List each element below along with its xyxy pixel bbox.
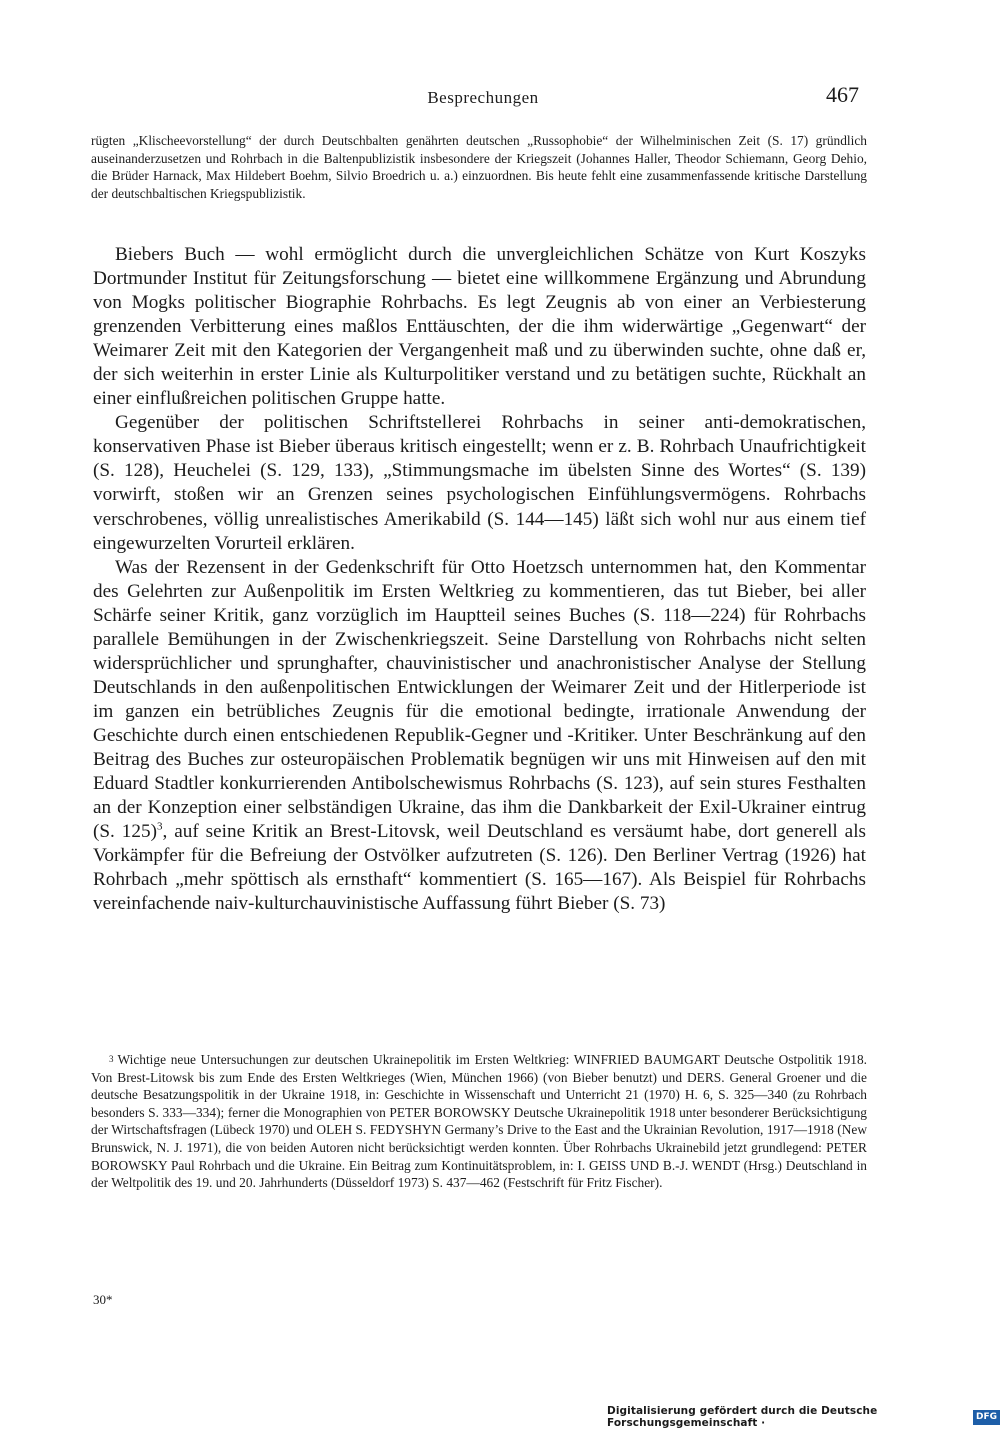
footnote xyxy=(91,1051,867,1192)
continuation-text: rügten „Klischeevorstellung“ der durch Deutschbalten genährten deutschen „Russophobie“ der Wilhelminischen Zeit (S. 17) gründlich auseinanderzusetzen und Rohrbach in die Baltenpublizistik insbesondere der Kriegszeit (Johannes Haller, Theodor Schiemann, Georg Dehio, die Brüder Harnack, Max Hildebert Boehm, Silvio Broedrich u. a.) einzuordnen. Bis heute fehlt eine zusammenfassende kritische Darstellung der deutschbaltischen Kriegspublizistik. xyxy=(91,133,867,201)
paragraph-text: , auf seine Kritik an Brest-Litovsk, weil Deutschland es versäumt habe, dort generell als Vorkämpfer für die Befreiung der Ostvölker aufzutreten (S. 126). Den Berliner Vertrag (1926) hat Rohrbach „mehr spöttisch als ernsthaft“ kommentiert (S. 165—167). Als Beispiel für Rohrbachs vereinfachende naiv-kulturchauvinistische Auffassung führt Bieber (S. 73) xyxy=(93,821,866,915)
main-body xyxy=(93,243,866,916)
page-header xyxy=(0,82,1000,114)
dfg-logo: DFG xyxy=(973,1410,1000,1425)
body-paragraph: Biebers Buch — wohl ermöglicht durch die unvergleichlichen Schätze von Kurt Koszyks Dortmunder Institut für Zeitungsforschung — bietet eine willkommene Ergänzung und Abrundung von Mogks politischer Biographie Rohrbachs. Es legt Zeugnis ab von einer an Verbiesterung grenzenden Verbitterung eines maßlos Enttäuschten, der die ihm widerwärtige „Gegenwart“ der Weimarer Zeit mit den Kategorien der Vergangenheit maß und zu überwinden suchte, ohne daß er, der sich weiterhin in erster Linie als Kulturpolitiker verstand und zu betätigen suchte, Rückhalt an einer einflußreichen politischen Gruppe hatte. xyxy=(93,244,866,410)
running-head: Besprechungen xyxy=(427,88,539,107)
footnote-reference[interactable]: 3 xyxy=(156,820,163,833)
sheet-signature: 30* xyxy=(93,1292,113,1307)
body-paragraph xyxy=(93,556,866,917)
funding-banner xyxy=(607,1405,1000,1429)
page-number: 467 xyxy=(826,82,859,107)
body-paragraph: Gegenüber der politischen Schriftstellerei Rohrbachs in seiner anti-demokratischen, konservativen Phase ist Bieber überaus kritisch eingestellt; wenn er z. B. Rohrbach Unaufrichtigkeit (S. 128), Heuchelei (S. 129, 133), „Stimmungsmache im übelsten Sinne des Wortes“ (S. 139) vorwirft, stoßen wir an Grenzen seines psychologischen Einfühlungsvermögens. Rohrbachs verschrobenes, völlig unrealistisches Amerikabild (S. 144—145) läßt sich wohl nur aus einem tief eingewurzelten Vorurteil erklären. xyxy=(93,412,866,554)
funding-text: Digitalisierung gefördert durch die Deutsche Forschungsgemeinschaft · xyxy=(607,1405,878,1429)
footnote-text: Wichtige neue Untersuchungen zur deutschen Ukrainepolitik im Ersten Weltkrieg: WINFRIED BAUMGART Deutsche Ostpolitik 1918. Von Brest-Litowsk bis zum Ende des Ersten Weltkrieges (Wien, München 1966) (von Bieber benutzt) und DERS. General Groener und die deutsche Besatzungspolitik in der Ukraine 1918, in: Geschichte in Wissenschaft und Unterricht 21 (1970) H. 6, S. 325—340 (zu Rohrbach besonders S. 333—334); ferner die Monographien von PETER BOROWSKY Deutsche Ukrainepolitik 1918 unter besonderer Berücksichtigung der Wirtschaftsfragen (Lübeck 1970) und OLEH S. FEDYSHYN Germany’s Drive to the East and the Ukrainian Revolution, 1917—1918 (New Brunswick, N. J. 1971), die von beiden Autoren nicht berücksichtigt werden konnten. Über Rohrbachs Ukrainebild jetzt grundlegend: PETER BOROWSKY Paul Rohrbach und die Ukraine. Ein Beitrag zum Kontinuitätsproblem, in: I. GEISS UND B.-J. WENDT (Hrsg.) Deutschland in der Weltpolitik des 19. und 20. Jahrhunderts (Düsseldorf 1973) S. 437—462 (Festschrift für Fritz Fischer). xyxy=(91,1052,867,1191)
paragraph-text: Was der Rezensent in der Gedenkschrift für Otto Hoetzsch unternommen hat, den Kommentar des Gelehrten zur Außenpolitik im Ersten Weltkrieg zu kommentieren, das tut Bieber, bei aller Schärfe seiner Kritik, ganz vorzüglich im Hauptteil seines Buches (S. 118—224) für Rohrbachs parallele Bemühungen in der Zwischenkriegszeit. Seine Darstellung von Rohrbachs nicht selten widersprüchlicher und sprunghafter, chauvinistischer und anachronistischer Analyse der Stellung Deutschlands in den außenpolitischen Entwicklungen der Weimarer Zeit und der Hitlerperiode ist im ganzen ein betrübliches Zeugnis für die emotional bedingte, irrationale Anwendung der Geschichte durch einen entschiedenen Republik-Gegner und -Kritiker. Unter Beschränkung auf den Beitrag des Buches zur osteuropäischen Problematik begnügen wir uns mit Hinweisen auf den mit Eduard Stadtler konkurrierenden Antibolschewismus Rohrbachs (S. 123), auf sein stures Festhalten an der Konzeption einer selbständigen Ukraine, das ihm die Dankbarkeit der Exil-Ukrainer eintrug (S. 125) xyxy=(93,556,866,843)
footnote-marker: 3 xyxy=(109,1054,114,1064)
